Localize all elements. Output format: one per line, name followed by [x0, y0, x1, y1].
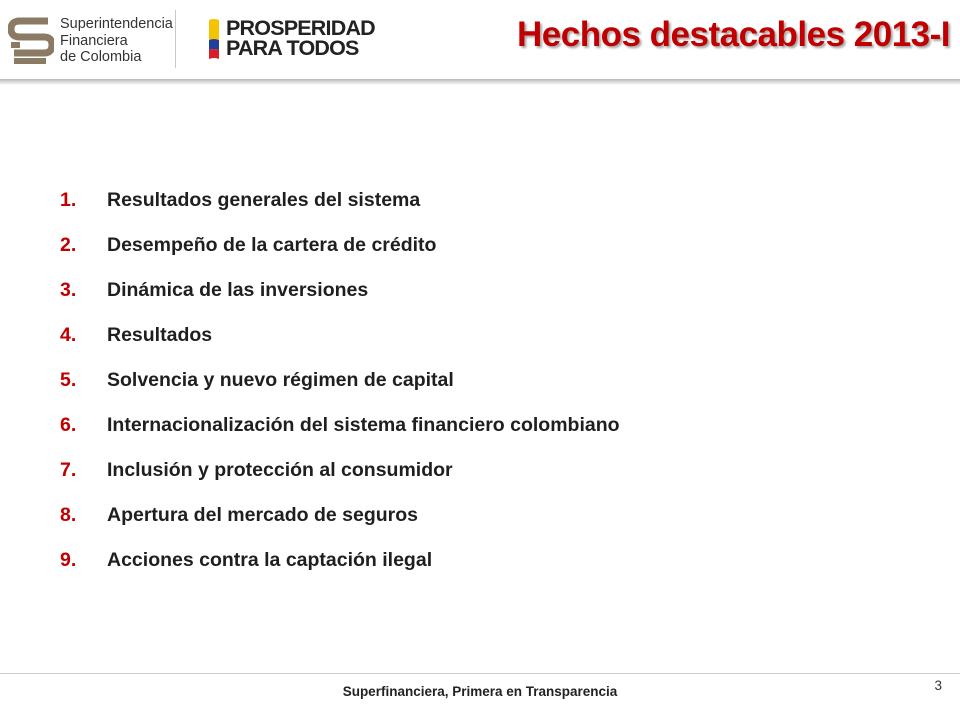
superintendencia-emblem-icon	[8, 16, 54, 66]
list-item	[60, 186, 620, 231]
item-text: Resultados	[107, 324, 213, 346]
agenda-list	[60, 186, 620, 591]
superintendencia-wordmark	[60, 16, 173, 66]
item-text: Dinámica de las inversiones	[107, 279, 369, 301]
footer-tagline: Superfinanciera, Primera en Transparencia	[342, 684, 618, 699]
item-number: 4.	[60, 324, 77, 346]
slide-title: Hechos destacables 2013-I	[516, 15, 950, 54]
item-text: Solvencia y nuevo régimen de capital	[107, 369, 454, 391]
list-item	[60, 366, 620, 411]
prosperidad-line-2: PARA TODOS	[226, 36, 359, 60]
prosperidad-logo	[207, 16, 375, 62]
list-item	[60, 276, 620, 321]
header-divider	[0, 79, 960, 85]
page-number: 3	[934, 678, 942, 693]
colombia-flag-icon	[207, 18, 221, 60]
item-number: 1.	[60, 189, 77, 211]
item-text: Internacionalización del sistema financiero colombiano	[107, 414, 620, 436]
item-text: Desempeño de la cartera de crédito	[107, 234, 437, 256]
item-number: 2.	[60, 234, 77, 256]
list-item	[60, 321, 620, 366]
slide-header	[0, 0, 960, 90]
list-item	[60, 456, 620, 501]
prosperidad-wordmark	[226, 18, 375, 58]
list-item	[60, 501, 620, 546]
item-number: 3.	[60, 279, 77, 301]
logo-line-2: Financiera	[60, 32, 128, 49]
logo-divider	[175, 10, 176, 68]
item-text: Acciones contra la captación ilegal	[107, 549, 433, 571]
list-item	[60, 231, 620, 276]
item-text: Resultados generales del sistema	[107, 189, 421, 211]
item-number: 5.	[60, 369, 77, 391]
item-number: 9.	[60, 549, 77, 571]
prosperidad-line-1: PROSPERIDAD	[226, 16, 375, 40]
footer-divider	[0, 673, 960, 674]
item-number: 6.	[60, 414, 77, 436]
item-number: 7.	[60, 459, 77, 481]
item-number: 8.	[60, 504, 77, 526]
item-text: Inclusión y protección al consumidor	[107, 459, 453, 481]
list-item	[60, 546, 620, 591]
superintendencia-logo	[8, 14, 180, 68]
item-text: Apertura del mercado de seguros	[107, 504, 419, 526]
list-item	[60, 411, 620, 456]
logo-line-3: de Colombia	[60, 49, 142, 65]
logo-line-1: Superintendencia	[60, 16, 173, 32]
